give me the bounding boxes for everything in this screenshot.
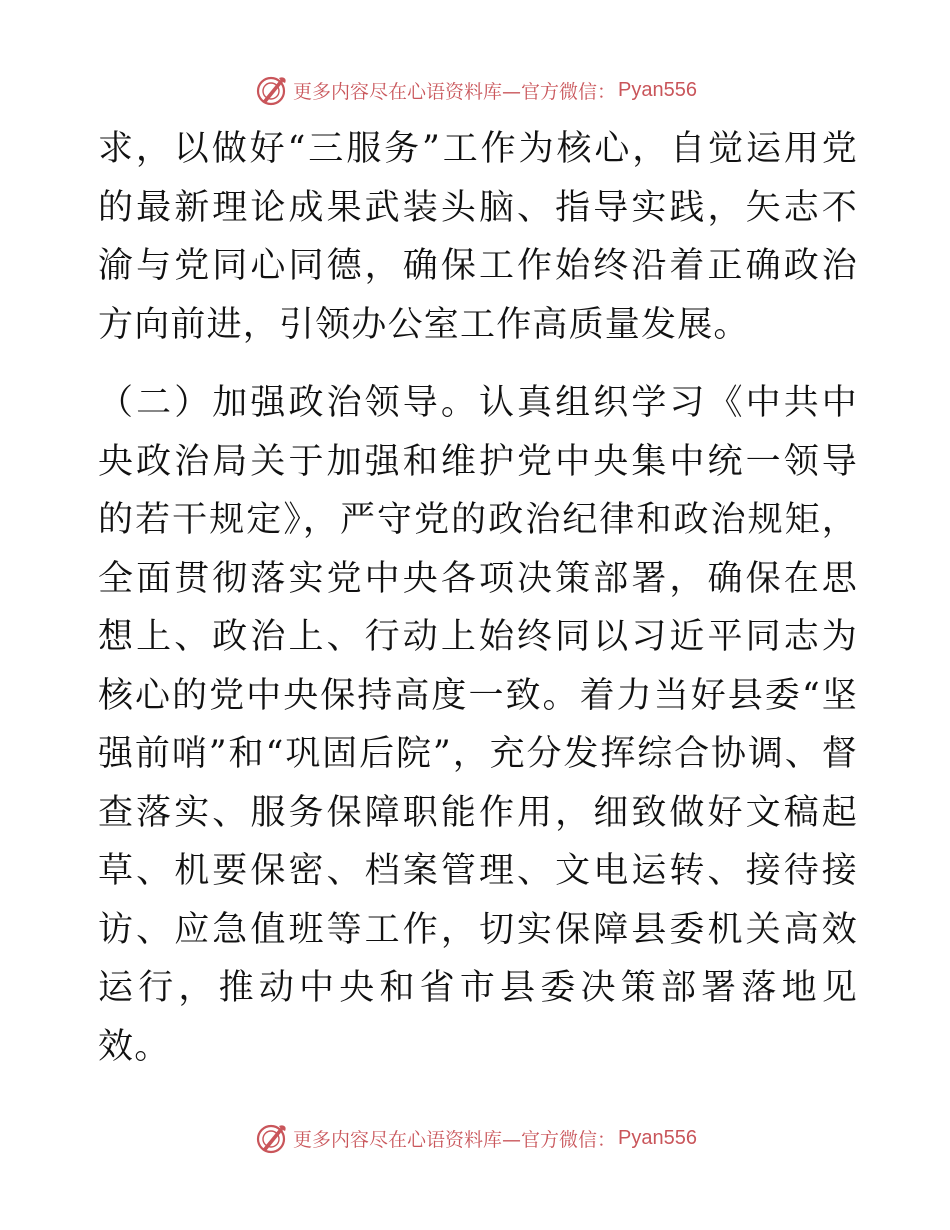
paragraph-1: 求，以做好“三服务”工作为核心，自觉运用党的最新理论成果武装头脑、指导实践，矢志不渝与党同心同德，确保工作始终沿着正确政治方向前进，引领办公室工作高质量发展。 xyxy=(98,129,858,345)
quill-logo-icon xyxy=(253,72,289,108)
watermark-text: 更多内容尽在心语资料库—官方微信： xyxy=(293,80,617,103)
header-watermark xyxy=(0,70,950,110)
watermark-wechat-id: Pyan556 xyxy=(618,78,697,101)
paragraph-2: （二）加强政治领导。认真组织学习《中共中央政治局关于加强和维护党中央集中统一领导的若干规定》，严守党的政治纪律和政治规矩，全面贯彻落实党中央各项决策部署，确保在思想上、政治上、行动上始终同以习近平同志为核心的党中央保持高度一致。着力当好县委“坚强前哨”和“巩固后院”，充分发挥综合协调、督查落实、服务保障职能作用，细致做好文稿起草、机要保密、档案管理、文电运转、接待接访、应急值班等工作，切实保障县委机关高效运行，推动中央和省市县委决策部署落地见效。 xyxy=(98,383,858,1067)
document-body xyxy=(98,120,858,1076)
watermark-wechat-id: Pyan556 xyxy=(618,1126,697,1149)
watermark-text: 更多内容尽在心语资料库—官方微信： xyxy=(293,1128,617,1151)
quill-logo-icon xyxy=(253,1120,289,1156)
footer-watermark xyxy=(0,1118,950,1158)
